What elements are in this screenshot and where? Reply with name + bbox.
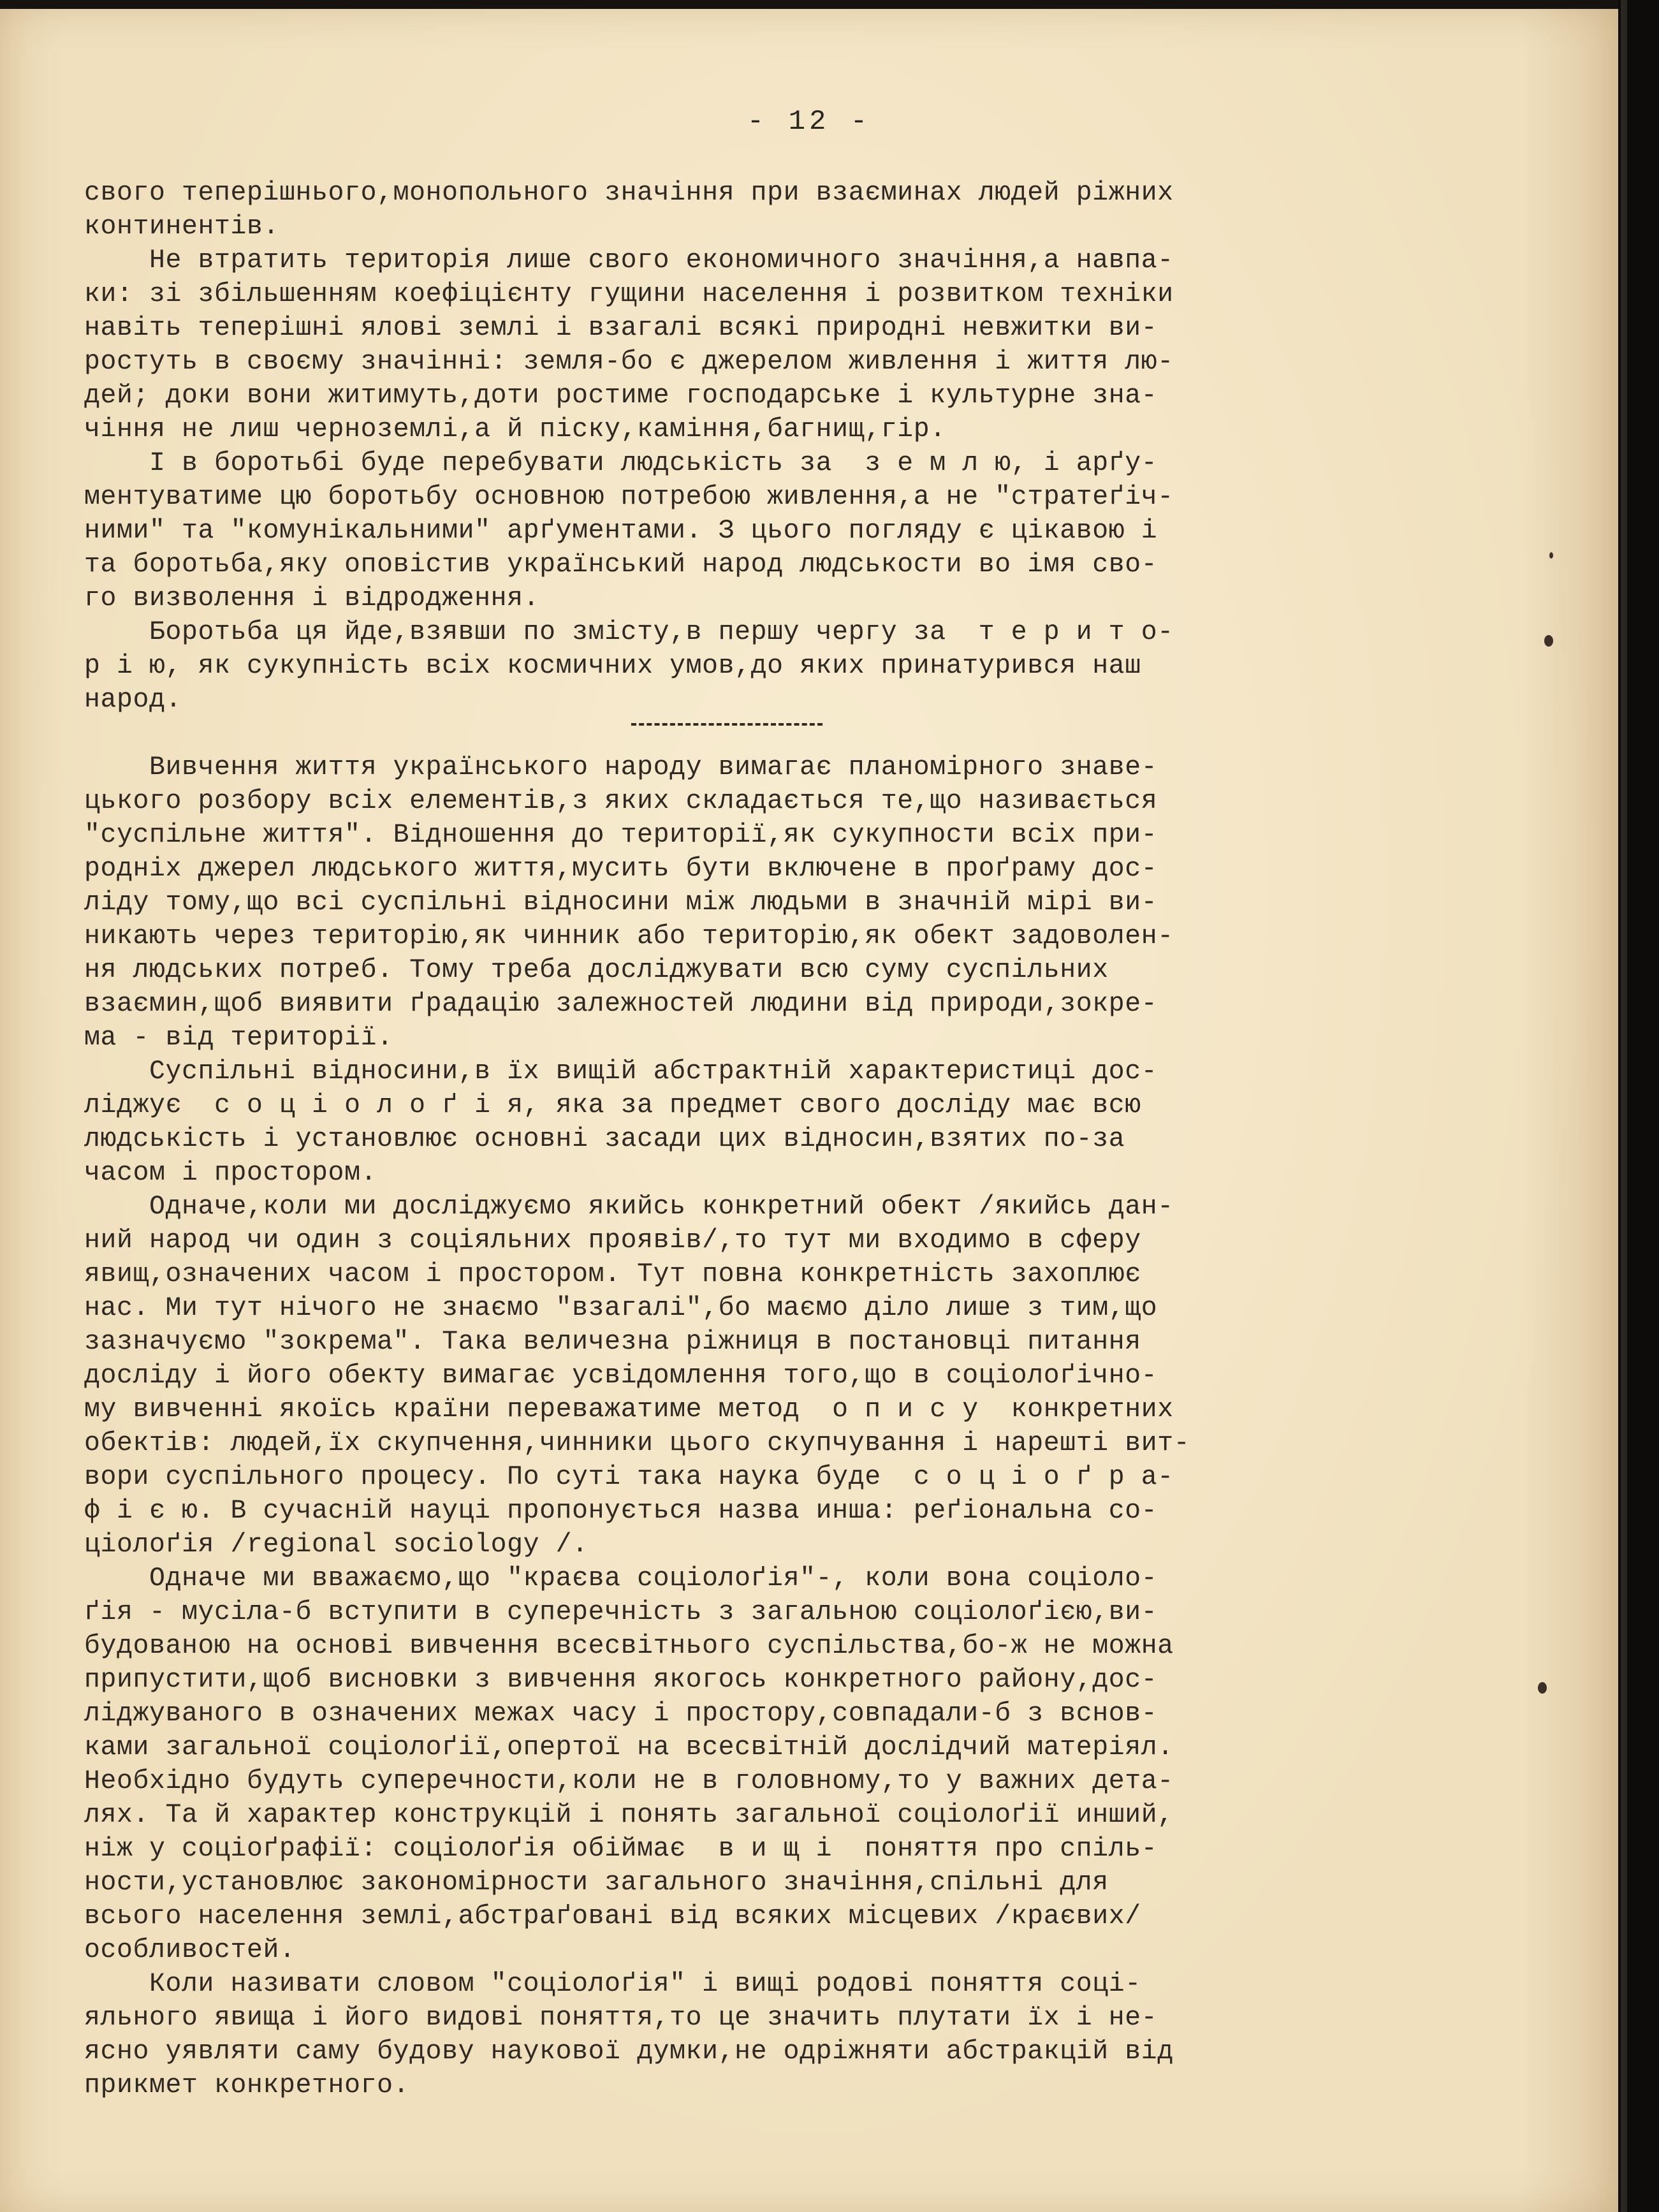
text-line: обектів: людей,їх скупчення,чинники цього скупчування і нарешті вит- [84, 1428, 1190, 1458]
text-line: І в боротьбі буде перебувати людськість за з е м л ю, і арґу- [84, 448, 1158, 478]
book-binding-edge [1618, 0, 1659, 2212]
ink-speck [1549, 552, 1553, 559]
text-line: ґія - мусіла-б вступити в суперечність з загальною соціолоґією,ви- [84, 1597, 1158, 1627]
text-line [84, 717, 1417, 751]
text-line: му вивченні якоїсь країни переважатиме метод о п и с у конкретних [84, 1395, 1174, 1425]
text-line: досліду і його обекту вимагає усвідомлення того,що в соціолоґічно- [84, 1361, 1158, 1391]
text-line: всього населення землі,абстраґовані від всяких місцевих /краєвих/ [84, 1901, 1141, 1931]
text-line: Одначе,коли ми досліджуємо якийсь конкретний обект /якийсь дан- [84, 1192, 1174, 1222]
ink-speck [1538, 1682, 1547, 1694]
text-line: явищ,означених часом і простором. Тут повна конкретність захоплює [84, 1259, 1141, 1289]
text-line: ности,установлює закономірности загального значіння,спільні для [84, 1868, 1109, 1898]
text-line: ніж у соціоґрафії: соціолоґія обіймає в и щ і поняття про спіль- [84, 1834, 1158, 1864]
text-line: Коли називати словом "соціолоґія" і вищі родові поняття соці- [84, 1969, 1141, 1999]
paragraph [84, 1190, 1417, 1562]
text-line: ліджує с о ц і о л о ґ і я, яка за предмет свого досліду має всю [84, 1090, 1141, 1120]
text-line: Не втратить територія лише свого економичного значіння,а навпа- [84, 245, 1174, 275]
text-line: ментуватиме цю боротьбу основною потребою живлення,а не "стратеґіч- [84, 482, 1174, 512]
paragraph [84, 446, 1417, 615]
text-line: Необхідно будуть суперечности,коли не в головному,то у важних дета- [84, 1766, 1174, 1796]
text-line: часом і простором. [84, 1158, 377, 1188]
text-line: Суспільні відносини,в їх вищій абстрактній характеристиці дос- [84, 1057, 1158, 1087]
paragraph [84, 1562, 1417, 1967]
text-line: ціолоґія /regional sociology /. [84, 1530, 588, 1560]
text-line: взаємин,щоб виявити ґрадацію залежностей людини від природи,зокре- [84, 989, 1158, 1019]
text-line: ліджуваного в означених межах часу і простору,совпадали-б з вснов- [84, 1699, 1158, 1729]
text-line: Вивчення життя українського народу вимагає планомірного знаве- [84, 752, 1158, 782]
text-line: ясно уявляти саму будову наукової думки,не одріжняти абстракцій від [84, 2037, 1174, 2067]
text-line: особливостей. [84, 1935, 296, 1965]
text-line: ростуть в своєму значінні: земля-бо є джерелом живлення і життя лю- [84, 347, 1174, 377]
text-line: ліду тому,що всі суспільні відносини між людьми в значній мірі ви- [84, 888, 1158, 918]
paragraph [84, 1967, 1417, 2102]
section-divider [631, 723, 822, 726]
paragraph [84, 717, 1417, 1055]
text-line: свого теперішнього,монопольного значіння при взаєминах людей ріжних [84, 178, 1174, 208]
paragraph [84, 176, 1417, 244]
text-line: народ. [84, 685, 182, 715]
text-line: ками загальної соціолоґії,опертої на всесвітній дослідчий матеріял. [84, 1732, 1174, 1762]
paragraph [84, 1055, 1417, 1190]
text-line: навіть теперішні ялові землі і взагалі всякі природні невжитки ви- [84, 313, 1158, 343]
text-line: родніх джерел людського життя,мусить бути включене в проґраму дос- [84, 854, 1158, 884]
text-line: людськість і установлює основні засади цих відносин,взятих по-за [84, 1124, 1125, 1154]
text-line: ки: зі збільшенням коефіцієнту гущини населення і розвитком техніки [84, 279, 1174, 309]
paragraph [84, 244, 1417, 446]
text-line: Боротьба ця йде,взявши по змісту,в першу чергу за т е р и т о- [84, 617, 1174, 647]
text-line: чіння не лиш черноземлі,а й піску,каміння,багнищ,гір. [84, 414, 946, 444]
text-line: припустити,щоб висновки з вивчення якогось конкретного району,дос- [84, 1665, 1158, 1695]
text-line: нас. Ми тут нічого не знаємо "взагалі",бо маємо діло лише з тим,що [84, 1293, 1158, 1323]
text-line: ф і є ю. В сучасній науці пропонується назва инша: реґіональна со- [84, 1496, 1158, 1526]
text-line: ними" та "комунікальними" арґументами. З цього погляду є цікавою і [84, 516, 1158, 546]
text-line: го визволення і відродження. [84, 583, 540, 613]
text-line: будованою на основі вивчення всесвітнього суспільства,бо-ж не можна [84, 1631, 1174, 1661]
text-line: ний народ чи один з соціяльних проявів/,то тут ми входимо в сферу [84, 1226, 1141, 1256]
text-line: ма - від території. [84, 1023, 393, 1053]
text-line: "суспільне життя". Відношення до території,як сукупности всіх при- [84, 820, 1158, 850]
text-line: лях. Та й характер конструкцій і понять загальної соціолоґії инший, [84, 1800, 1174, 1830]
text-line: дей; доки вони житимуть,доти ростиме господарське і культурне зна- [84, 381, 1158, 411]
text-line: цького розбору всіх елементів,з яких складається те,що називається [84, 786, 1158, 816]
text-line: Одначе ми вважаємо,що "краєва соціолоґія"-, коли вона соціоло- [84, 1564, 1158, 1593]
text-line: ня людських потреб. Тому треба досліджувати всю суму суспільних [84, 955, 1109, 985]
text-line: р і ю, як сукупність всіх космичних умов,до яких принатурився наш [84, 651, 1141, 681]
page-number: - 12 - [747, 106, 872, 138]
paragraph [84, 615, 1417, 717]
text-line: никають через територію,як чинник або територію,як обект задоволен- [84, 921, 1174, 951]
page-body [84, 176, 1417, 2102]
ink-speck [1544, 635, 1553, 647]
text-line: зазначуємо "зокрема". Така величезна ріжниця в постановці питання [84, 1327, 1141, 1357]
page-sheet [0, 9, 1618, 2212]
text-line: та боротьба,яку оповістив український народ людськости во імя сво- [84, 550, 1158, 580]
text-line: яльного явища і його видові поняття,то це значить плутати їх і не- [84, 2003, 1158, 2033]
text-line: вори суспільного процесу. По суті така наука буде с о ц і о ґ р а- [84, 1462, 1174, 1492]
text-line: прикмет конкретного. [84, 2070, 410, 2100]
text-line: континентів. [84, 212, 280, 242]
